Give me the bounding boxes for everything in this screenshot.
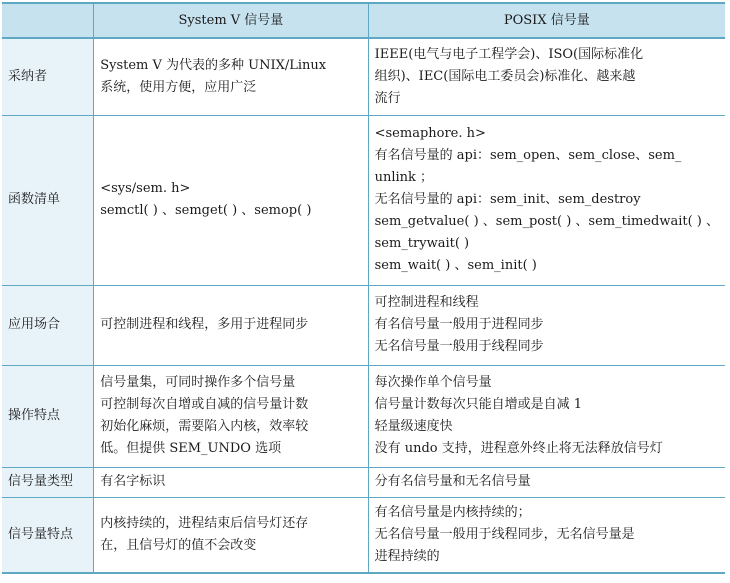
posix-cell: [368, 38, 725, 115]
row-traits: [2, 497, 725, 573]
row-functions: [2, 115, 725, 285]
header-posix: POSIX 信号量: [368, 3, 725, 38]
cell-line: 有名信号量一般用于进程同步: [374, 317, 544, 332]
cell-line: 无名信号量一般用于线程同步: [374, 339, 544, 354]
cell-line: 有名信号量的 api：sem_open、sem_close、sem_: [374, 148, 682, 163]
row-label: 操作特点: [2, 365, 94, 467]
row-label: 函数清单: [2, 115, 94, 285]
cell-line: 初始化麻烦，需要陷入内核，效率较: [100, 419, 309, 434]
row-label: 信号量类型: [2, 467, 94, 497]
row-scenarios: [2, 285, 725, 365]
cell-line: System V 为代表的多种 UNIX/Linux: [100, 57, 327, 73]
row-label: 信号量特点: [2, 497, 94, 573]
cell-line: 无名信号量一般用于线程同步，无名信号量是: [374, 526, 635, 542]
posix-cell: [368, 497, 725, 573]
cell-line: 在，且信号灯的值不会改变: [100, 537, 257, 553]
cell-line: 进程持续的: [374, 548, 440, 564]
system-v-cell: [94, 467, 368, 497]
cell-line: 分有名信号量和无名信号量: [374, 474, 531, 489]
cell-line: 低。但提供 SEM_UNDO 选项: [100, 441, 282, 456]
cell-line: 轻量级速度快: [374, 419, 453, 434]
posix-cell: [368, 115, 725, 285]
posix-cell: [368, 285, 725, 365]
cell-line: 每次操作单个信号量: [374, 375, 492, 390]
cell-line: 没有 undo 支持，进程意外终止将无法释放信号灯: [374, 441, 663, 456]
row-label: 采纳者: [2, 38, 94, 115]
cell-line: IEEE(电气与电子工程学会)、ISO(国际标准化: [374, 46, 644, 62]
cell-line: 有名字标识: [100, 474, 166, 489]
cell-line: sem_wait( ) 、sem_init( ): [374, 258, 537, 273]
cell-line: 流行: [374, 90, 401, 106]
cell-line: <semaphore. h>: [374, 126, 486, 141]
system-v-cell: [94, 115, 368, 285]
cell-line: 系统，使用方便，应用广泛: [100, 79, 257, 95]
cell-line: 内核持续的，进程结束后信号灯还存: [100, 515, 309, 531]
row-type: [2, 467, 725, 497]
cell-line: 信号量集，可同时操作多个信号量: [100, 375, 296, 390]
cell-line: unlink ；: [374, 170, 434, 185]
cell-line: 有名信号量是内核持续的；: [374, 504, 531, 520]
cell-line: 信号量计数每次只能自增或是自减 1: [374, 397, 583, 412]
cell-line: 可控制每次自增或自减的信号量计数: [100, 397, 309, 412]
row-operation: [2, 365, 725, 467]
header-corner: [2, 3, 94, 38]
cell-line: <sys/sem. h>: [100, 181, 191, 196]
cell-line: 可控制进程和线程，多用于进程同步: [100, 317, 309, 332]
header-system-v: System V 信号量: [94, 3, 368, 38]
cell-line: sem_trywait( ): [374, 236, 470, 251]
system-v-cell: [94, 497, 368, 573]
cell-line: semctl( ) 、semget( ) 、semop( ): [100, 203, 312, 218]
comparison-table: [2, 2, 725, 574]
cell-line: 组织)、IEC(国际电工委员会)标准化、越来越: [374, 68, 636, 84]
header-row: [2, 3, 725, 38]
cell-line: 可控制进程和线程: [374, 295, 479, 310]
row-adopter: [2, 38, 725, 115]
posix-cell: [368, 467, 725, 497]
system-v-cell: [94, 38, 368, 115]
cell-line: 无名信号量的 api：sem_init、sem_destroy: [374, 192, 641, 207]
row-label: 应用场合: [2, 285, 94, 365]
posix-cell: [368, 365, 725, 467]
cell-line: sem_getvalue( ) 、sem_post( ) 、sem_timedwait( ) 、: [374, 214, 719, 229]
system-v-cell: [94, 365, 368, 467]
system-v-cell: [94, 285, 368, 365]
